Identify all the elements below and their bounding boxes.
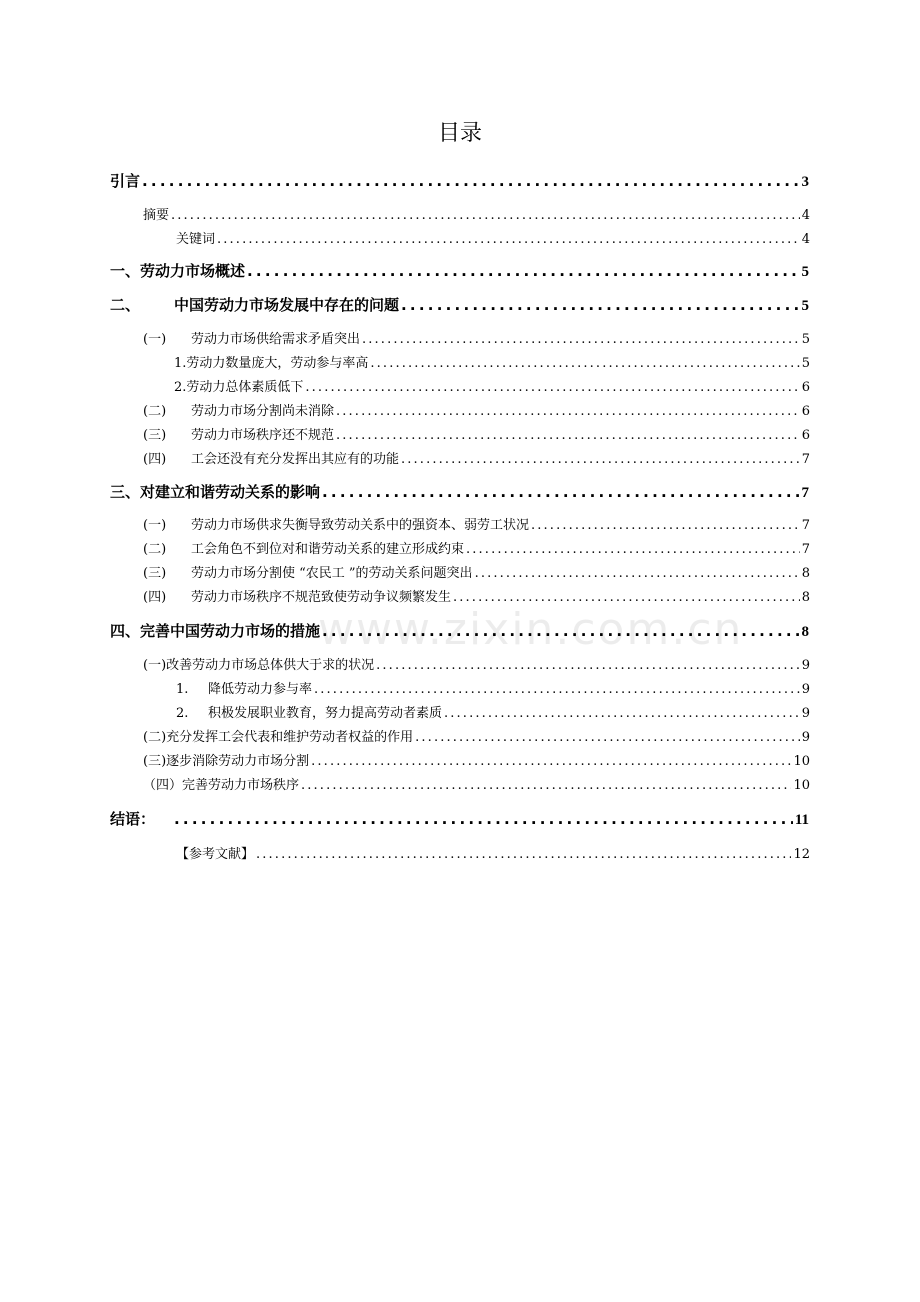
toc-entry-section-3-4[interactable] (143, 586, 810, 606)
toc-entry-section-4-4[interactable] (143, 774, 810, 794)
toc-page-number: 6 (801, 428, 810, 443)
dot-leader (174, 810, 793, 828)
toc-entry-number: 1. (176, 682, 189, 697)
toc-page-number: 3 (801, 174, 809, 190)
toc-entry-label: 中国劳动力市场发展中存在的问题 (174, 296, 400, 314)
toc-entry-label: 劳动力市场秩序不规范致使劳动争议频繁发生 (191, 590, 452, 605)
toc-page-number: 8 (801, 566, 810, 581)
toc-entry-label: 降低劳动力参与率 (208, 682, 313, 697)
toc-page-number: 5 (801, 332, 810, 347)
toc-page-number: 9 (801, 730, 810, 745)
toc-entry-number: (二) (143, 404, 167, 419)
toc-page-number: 4 (801, 232, 810, 247)
toc-entry-label: (一)改善劳动力市场总体供大于求的状况 (143, 658, 375, 673)
toc-entry-section-1[interactable] (110, 260, 809, 282)
toc-entry-abstract[interactable] (143, 204, 810, 224)
dot-leader (475, 566, 800, 581)
toc-entry-section-4-1[interactable] (143, 654, 810, 674)
toc-entry-section-4[interactable] (110, 620, 809, 642)
toc-page-number: 10 (793, 778, 810, 793)
toc-page-number: 9 (801, 706, 810, 721)
dot-leader (336, 428, 800, 443)
toc-page-number: 7 (801, 452, 810, 467)
toc-entry-number: (三) (143, 566, 167, 581)
toc-entry-section-4-2[interactable] (143, 726, 810, 746)
toc-page-number: 5 (801, 264, 809, 280)
dot-leader (247, 262, 799, 280)
dot-leader (322, 483, 799, 501)
toc-entry-label: (二)充分发挥工会代表和维护劳动者权益的作用 (143, 730, 414, 745)
toc-entry-label: 2.劳动力总体素质低下 (174, 380, 304, 395)
dot-leader (376, 658, 800, 673)
toc-entry-label: 三、对建立和谐劳动关系的影响 (110, 483, 321, 501)
toc-entry-intro[interactable] (110, 170, 809, 192)
toc-entry-label: 劳动力市场秩序还不规范 (191, 428, 335, 443)
toc-page-number: 7 (801, 518, 810, 533)
toc-entry-section-3-3[interactable] (143, 562, 810, 582)
toc-entry-section-4-1-2[interactable] (176, 702, 810, 722)
dot-leader (362, 332, 800, 347)
dot-leader (301, 778, 791, 793)
toc-page-number: 8 (801, 590, 810, 605)
toc-entry-number: (二) (143, 542, 167, 557)
toc-entry-label: 一、劳动力市场概述 (110, 262, 246, 280)
dot-leader (415, 730, 800, 745)
watermark: www.zixin.com.cn (318, 604, 744, 655)
dot-leader (322, 622, 799, 640)
toc-entry-conclusion[interactable] (110, 808, 809, 830)
dot-leader (401, 296, 799, 314)
toc-entry-label: (三)逐步消除劳动力市场分割 (143, 754, 310, 769)
toc-page-number: 5 (801, 356, 810, 371)
dot-leader (314, 682, 800, 697)
toc-entry-label: 关键词 (176, 232, 216, 247)
dot-leader (370, 356, 799, 371)
dot-leader (401, 452, 800, 467)
toc-page-number: 7 (801, 485, 809, 501)
toc-entry-label: 劳动力市场供求失衡导致劳动关系中的强资本、弱劳工状况 (191, 518, 530, 533)
toc-entry-section-4-3[interactable] (143, 750, 810, 770)
toc-entry-number: (三) (143, 428, 167, 443)
toc-entry-section-2-1[interactable] (143, 328, 810, 348)
toc-entry-section-2-1-1[interactable] (174, 352, 810, 372)
dot-leader (171, 208, 800, 223)
toc-page-number: 7 (801, 542, 810, 557)
dot-leader (466, 542, 800, 557)
dot-leader (305, 380, 799, 395)
dot-leader (336, 404, 800, 419)
toc-page-number: 10 (793, 754, 810, 769)
toc-entry-label: 引言 (110, 172, 141, 190)
toc-entry-section-2-4[interactable] (143, 448, 810, 468)
toc-page-number: 6 (801, 380, 810, 395)
dot-leader (444, 706, 800, 721)
dot-leader (311, 754, 791, 769)
toc-entry-number: (一) (143, 332, 167, 347)
toc-entry-number: (四) (143, 590, 167, 605)
toc-entry-section-4-1-1[interactable] (176, 678, 810, 698)
toc-entry-section-3-1[interactable] (143, 514, 810, 534)
toc-entry-number: 二、 (110, 296, 141, 314)
toc-page-number: 11 (794, 812, 809, 828)
dot-leader (142, 172, 799, 190)
toc-entry-label: 积极发展职业教育，努力提高劳动者素质 (208, 706, 443, 721)
toc-page-number: 4 (801, 208, 810, 223)
toc-entry-label: 工会还没有充分发挥出其应有的功能 (191, 452, 400, 467)
toc-entry-references[interactable] (176, 843, 810, 863)
toc-entry-number: (四) (143, 452, 167, 467)
toc-entry-label: 劳动力市场分割尚未消除 (191, 404, 335, 419)
toc-page-number: 6 (801, 404, 810, 419)
toc-entry-label: 四、完善中国劳动力市场的措施 (110, 622, 321, 640)
toc-entry-label: 劳动力市场供给需求矛盾突出 (191, 332, 361, 347)
toc-entry-keywords[interactable] (176, 228, 810, 248)
dot-leader (453, 590, 800, 605)
toc-page-number: 9 (801, 682, 810, 697)
dot-leader (256, 847, 791, 862)
toc-entry-number: 2. (176, 706, 189, 721)
toc-entry-section-2-2[interactable] (143, 400, 810, 420)
toc-entry-label: 工会角色不到位对和谐劳动关系的建立形成约束 (191, 542, 465, 557)
toc-entry-section-2-1-2[interactable] (174, 376, 810, 396)
toc-entry-label: （四）完善劳动力市场秩序 (143, 778, 300, 793)
toc-page-number: 8 (801, 624, 809, 640)
toc-entry-section-3-2[interactable] (143, 538, 810, 558)
dot-leader (217, 232, 800, 247)
toc-entry-label: 摘要 (143, 208, 170, 223)
toc-entry-label: 1.劳动力数量庞大，劳动参与率高 (174, 356, 369, 371)
toc-page-number: 9 (801, 658, 810, 673)
toc-entry-label: 【参考文献】 (176, 847, 255, 862)
toc-page-number: 12 (793, 847, 810, 862)
dot-leader (531, 518, 800, 533)
page-title: 目录 (437, 121, 482, 146)
toc-entry-section-2[interactable] (110, 294, 809, 316)
toc-entry-number: (一) (143, 518, 167, 533)
toc-entry-section-3[interactable] (110, 481, 809, 503)
toc-page-number: 5 (801, 298, 809, 314)
toc-entry-section-2-3[interactable] (143, 424, 810, 444)
toc-entry-label: 结语： (110, 810, 156, 828)
toc-entry-label: 劳动力市场分割使 “农民工 ”的劳动关系问题突出 (191, 566, 473, 581)
